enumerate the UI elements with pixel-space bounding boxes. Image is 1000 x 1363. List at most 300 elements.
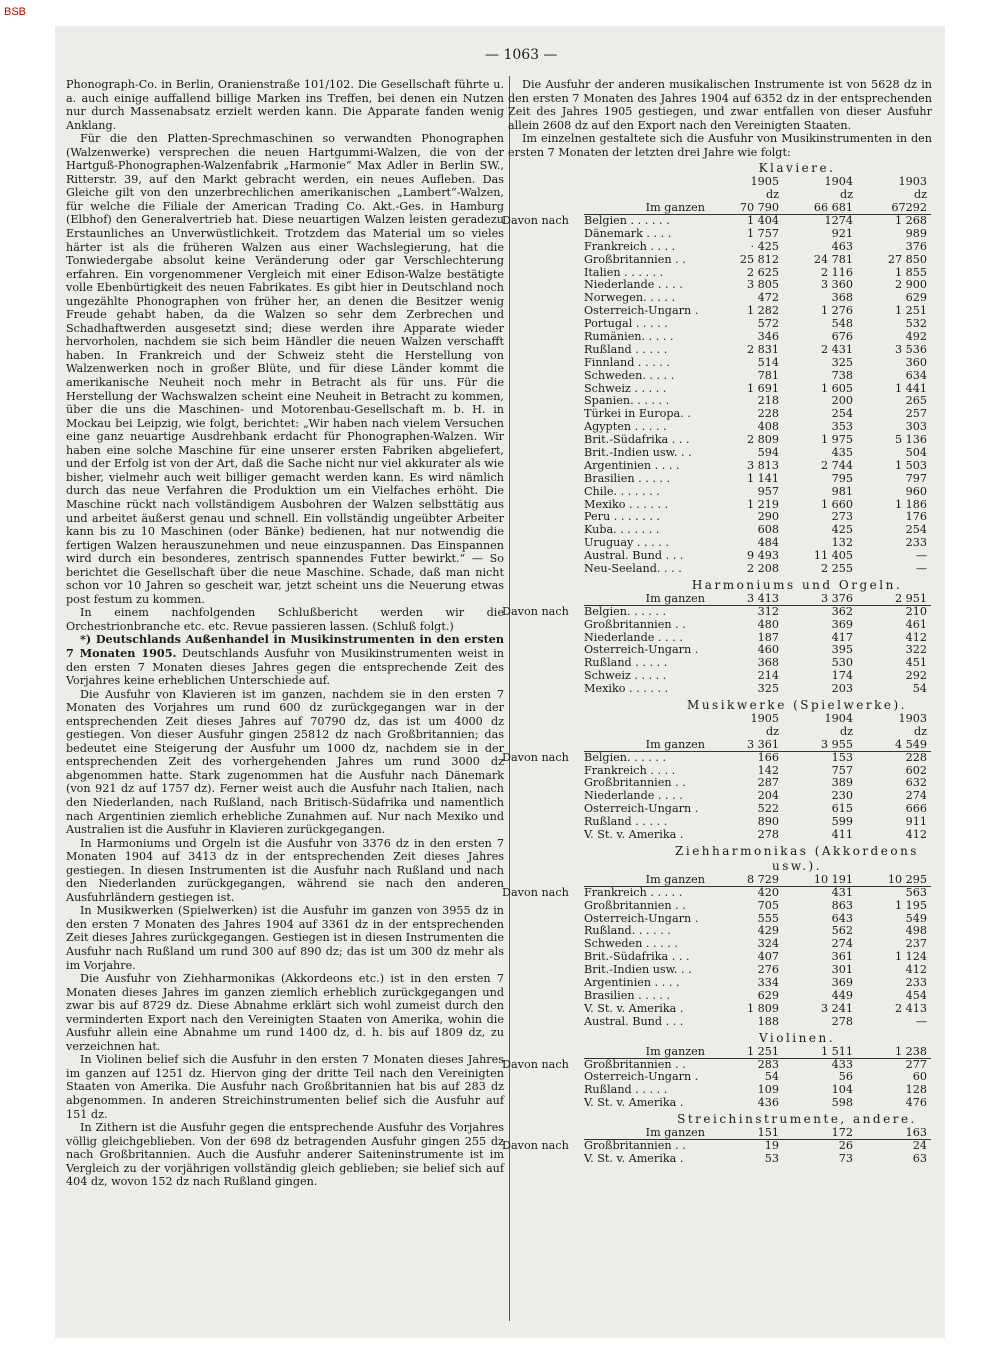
table-row: [502, 829, 932, 842]
row-prefix: [502, 499, 584, 512]
total-value: 4 549: [857, 739, 931, 752]
spacer: [584, 176, 709, 189]
unit-label: dz: [839, 724, 853, 738]
cell-value: 2 900: [894, 278, 927, 292]
table-row: [502, 765, 932, 778]
total-value: 1 511: [783, 1046, 857, 1059]
cell-value: 166: [757, 750, 779, 764]
country-name: Finnland . . . . .: [584, 356, 670, 369]
total-value: 3 413: [709, 593, 783, 606]
paragraph: In Zithern ist die Ausfuhr gegen die entsprechende Ausfuhr des Vorjahres völlig gleichgeblieben. Von der 698 dz betragenden Ausfuhr gingen 255 dz nach Großbritannien. Auch die Ausfuhr anderer Saiteninstrumente ist im Vergleich zu der vorjährigen vollständig gleich geblieben; sie belief sich auf 404 dz, wovon 152 dz nach Rußland gingen.: [66, 1121, 504, 1189]
right-intro: [508, 78, 932, 159]
row-prefix: [502, 619, 584, 632]
table-row: [502, 408, 932, 421]
table-row: [502, 803, 932, 816]
cell-value: 1 809: [746, 1001, 779, 1015]
table-row: [502, 228, 932, 241]
row-prefix: [502, 331, 584, 344]
total-value: 67292: [857, 202, 931, 215]
cell-value: 128: [905, 1083, 927, 1097]
table-row: [502, 1084, 932, 1097]
table-row: [502, 524, 932, 537]
right-column: [502, 78, 932, 1166]
cell-value: 705: [757, 898, 779, 912]
row-prefix: Davon nach: [502, 604, 569, 618]
row-prefix: [502, 1153, 584, 1166]
cell-value: 292: [905, 669, 927, 683]
cell-value: 921: [831, 226, 853, 240]
table-row: [502, 619, 932, 632]
cell-value: 276: [757, 963, 779, 977]
table-section: [502, 578, 932, 696]
unit-label: dz: [839, 188, 853, 202]
table-row: [502, 550, 932, 563]
paragraph: In Musikwerken (Spielwerken) ist die Ausfuhr im ganzen von 3955 dz in den ersten 7 Monaten des Jahres 1904 auf 3361 dz in der entsprechenden Zeit dieses Jahres zurückgegangen. Gestiegen ist in diesen Instrumenten die Ausfuhr nach Rußland um rund 300 auf 890 dz; das ist um 300 dz mehr als im Vorjahre.: [66, 904, 504, 972]
cell-value: 283: [757, 1057, 779, 1071]
cell-value: 676: [831, 329, 853, 343]
section-title: Violinen.: [758, 1030, 836, 1045]
spacer: [502, 726, 584, 739]
row-prefix: [502, 241, 584, 254]
total-value: 3 376: [783, 593, 857, 606]
cell-value: 425: [831, 523, 853, 537]
table-row: [502, 1140, 932, 1153]
country-name: Österreich-Ungarn .: [584, 1071, 699, 1084]
country-name: Austral. Bund . . .: [584, 1015, 684, 1028]
cell-value: 412: [905, 963, 927, 977]
table-row: [502, 816, 932, 829]
table-row: [502, 900, 932, 913]
country-name: Niederlande . . . .: [584, 631, 683, 644]
paragraph: Die Ausfuhr der anderen musikalischen Instrumente ist von 5628 dz in den ersten 7 Monaten des Jahres 1904 auf 6352 dz in der entsprechenden Zeit des Jahres 1905 gestiegen, und zwar entfallen von dieser Ausfuhr allein 2608 dz auf den Export nach den Vereinigten Staaten.: [508, 78, 932, 132]
row-prefix: [502, 657, 584, 670]
cell-value: 449: [831, 988, 853, 1002]
paragraph: Die Ausfuhr von Klavieren ist im ganzen, nachdem sie in den ersten 7 Monaten des Vorjahres um rund 600 dz zurückgegangen war in der entsprechenden Zeit dieses Jahres auf 70790 dz, das ist um 4000 dz gestiegen. Von dieser Ausfuhr gingen 25812 dz nach Großbritannien; das bedeutet eine Steigerung der Ausfuhr um 1000 dz, nachdem sie in der entsprechenden Zeit des vorhergehenden Jahres um rund 3000 dz abgenommen hatte. Stark zugenommen hat die Ausfuhr nach Dänemark (von 921 dz auf 1757 dz). Ferner weist auch die Ausfuhr nach Italien, nach den Niederlanden, nach Rußland, nach Britisch-Südafrika und namentlich nach Argentinien ziemlich erhebliche Zunahmen auf. Nur nach Mexiko und Australien ist die Ausfuhr in Klavieren zurückgegangen.: [66, 687, 504, 837]
cell-value: 3 813: [746, 458, 779, 472]
row-prefix: [502, 829, 584, 842]
total-label: Im ganzen: [584, 1046, 709, 1059]
paragraph: In Harmoniums und Orgeln ist die Ausfuhr von 3376 dz in den ersten 7 Monaten 1904 auf 3413 dz in der entsprechenden Zeit dieses Jahres gestiegen. In diesen Instrumenten ist die Ausfuhr nach Rußland und nach den Niederlanden zurückgegangen, während sie nach den anderen Ausfuhrländern gestiegen ist.: [66, 836, 504, 904]
row-prefix: Davon nach: [502, 885, 569, 899]
cell-value: 472: [757, 291, 779, 305]
cell-value: 312: [757, 604, 779, 618]
cell-value: 461: [905, 617, 927, 631]
country-name: Kuba. . . . . . .: [584, 524, 660, 537]
table-row: [502, 670, 932, 683]
row-prefix: [502, 964, 584, 977]
table-row: [502, 1003, 932, 1016]
total-row: [502, 593, 932, 606]
cell-value: 265: [905, 394, 927, 408]
row-prefix: [502, 486, 584, 499]
cell-value: 548: [831, 317, 853, 331]
table-row: [502, 318, 932, 331]
row-prefix: [502, 267, 584, 280]
table-row: [502, 644, 932, 657]
year-label: 1905: [750, 712, 779, 726]
country-name: Niederlande . . . .: [584, 279, 683, 292]
country-name: Mexiko . . . . . .: [584, 683, 669, 696]
cell-value: 549: [905, 911, 927, 925]
cell-value: 417: [831, 630, 853, 644]
cell-value: 109: [757, 1083, 779, 1097]
total-value: 163: [857, 1127, 931, 1140]
cell-value: 562: [831, 924, 853, 938]
cell-value: 368: [757, 656, 779, 670]
country-name: Frankreich . . . .: [584, 240, 676, 253]
row-prefix: [502, 1084, 584, 1097]
total-label: Im ganzen: [584, 593, 709, 606]
cell-value: 203: [831, 682, 853, 696]
country-name: Mexiko . . . . . .: [584, 498, 669, 511]
cell-value: 463: [831, 239, 853, 253]
cell-value: 176: [905, 510, 927, 524]
spacer: [584, 713, 709, 726]
cell-value: 2 809: [746, 433, 779, 447]
table-row: [502, 279, 932, 292]
row-prefix: [502, 938, 584, 951]
row-prefix: [502, 305, 584, 318]
country-name: Österreich-Ungarn .: [584, 305, 699, 318]
cell-value: 492: [905, 329, 927, 343]
country-name: Ägypten . . . . .: [584, 421, 667, 434]
cell-value: 233: [905, 536, 927, 550]
cell-value: 278: [831, 1014, 853, 1028]
cell-value: 273: [831, 510, 853, 524]
country-name: Österreich-Ungarn .: [584, 912, 699, 925]
cell-value: 781: [757, 368, 779, 382]
year-label: 1904: [824, 175, 853, 189]
row-prefix: [502, 344, 584, 357]
country-name: Großbritannien . .: [584, 1139, 686, 1152]
table-row: [502, 964, 932, 977]
total-value: 151: [709, 1127, 783, 1140]
cell-value: 1 195: [894, 898, 927, 912]
unit-label: dz: [913, 188, 927, 202]
cell-value: 19: [764, 1138, 779, 1152]
cell-value: 1 251: [894, 304, 927, 318]
spacer: [502, 189, 584, 202]
country-name: Großbritannien . .: [584, 253, 686, 266]
country-name: Rußland . . . . .: [584, 816, 668, 829]
cell-value: 411: [831, 828, 853, 842]
table-section: [502, 1031, 932, 1110]
cell-value: 615: [831, 802, 853, 816]
country-name: Rußland . . . . .: [584, 657, 668, 670]
cell-value: 738: [831, 368, 853, 382]
row-prefix: [502, 816, 584, 829]
cell-value: 287: [757, 776, 779, 790]
country-name: Spanien. . . . . .: [584, 395, 670, 408]
cell-value: 188: [757, 1014, 779, 1028]
cell-value: 2 208: [746, 562, 779, 575]
country-name: V. St. v. Amerika .: [584, 1097, 684, 1110]
cell-value: 54: [912, 682, 927, 696]
cell-value: 504: [905, 445, 927, 459]
unit-label: dz: [913, 724, 927, 738]
country-name: Brit.-Südafrika . . .: [584, 951, 690, 964]
country-name: Rußland . . . . .: [584, 1084, 668, 1097]
row-prefix: [502, 279, 584, 292]
country-name: Brasilien . . . . .: [584, 472, 671, 485]
cell-value: 484: [757, 536, 779, 550]
country-name: Portugal . . . . .: [584, 318, 668, 331]
total-value: 3 361: [709, 739, 783, 752]
row-prefix: [502, 421, 584, 434]
country-name: Schweden . . . . .: [584, 938, 678, 951]
cell-value: 522: [757, 802, 779, 816]
table-row: [502, 777, 932, 790]
cell-value: 233: [905, 976, 927, 990]
row-prefix: Davon nach: [502, 1138, 569, 1152]
cell-value: 433: [831, 1057, 853, 1071]
cell-value: 274: [905, 789, 927, 803]
country-name: Brit.-Indien usw. . .: [584, 446, 692, 459]
cell-value: 629: [905, 291, 927, 305]
total-value: 2 951: [857, 593, 931, 606]
row-prefix: [502, 511, 584, 524]
country-name: Peru . . . . . . .: [584, 511, 660, 524]
year-header-row: [502, 713, 932, 726]
country-name: Türkei in Europa. .: [584, 408, 691, 421]
cell-value: 1 855: [894, 265, 927, 279]
table-row: [502, 241, 932, 254]
cell-value: 643: [831, 911, 853, 925]
cell-value: 230: [831, 789, 853, 803]
paragraph: Für die den Platten-Sprechmaschinen so verwandten Phonographen (Walzenwerke) versprechen die neuen Hartgummi-Walzen, die von der Hartguß-Phonographen-Walzenfabrik „Harmonie“ Max Adler in Berlin SW., Ritterstr. 39, auf den Markt gebracht werden, ein neues Aufleben. Das Gleiche gilt von den unzerbrechlichen amerikanischen „Lambert“-Walzen, für welche die Filiale der American Trading Co. Akt.-Ges. in Hamburg (Elbhof) den Generalvertrieb hat. Diese neuartigen Walzen leisten geradezu Erstaunliches an Unverwüstlichkeit. Trotzdem das Material um so vieles härter ist als die früheren Walzen aus einer Wachslegierung, hat die Tonwiedergabe absolut keine Veränderung oder gar Verschlechterung erfahren. Ein vorgenommener Vergleich mit einer Edison-Walze bestätigte volle Ebenbürtigkeit des neuen Fabrikates. Es gibt hier in Deutschland noch ungezählte Phonographen von früher her, an denen die Besitzer wenig Freude gehabt haben, da die Walzen so sehr dem Zerbrechen und Schadhaftwerden ausgesetzt sind; diese werden ihre Apparate wieder hervorholen, nachdem sie sich beim Händler die neuen Walzen verschafft haben. In Frankreich und der Schweiz steht die Herstellung von Walzenwerken noch in großer Blüte, und für diese Länder kommt die amerikanische Neuheit noch mehr in Betracht als für uns. Für die Herstellung der Wachswalzen scheint eine Neuheit in Betracht zu kommen, über die uns die Maschinen- und Motorenbau-Gesellschaft m. b. H. in Mockau bei Leipzig, wie folgt, berichtet: „Wir haben nach vielem Versuchen eine ganz neuartige Ausdrehbank erdacht für Phonographen-Walzen. Wir haben eine solche Maschine für eine unserer ersten Fabriken abgeliefert, und der Erfolg ist von der Art, daß die Sache nicht nur viel akkurater als wie bisher, vielmehr auch weit billiger gemacht werden kann. Es wird nämlich durch das neue Verfahren die Produktion um ein Vielfaches erhöht. Die Maschine rückt nach vollständigem Ausbohren der Walzen selbsttätig aus und arbeitet äußerst genau und schnell. Ein vollständig ungeübter Arbeiter kann bis zu 10 Maschinen (oder Bänke) bedienen, hat nur notwendig die fertigen Walzen herauszunehmen und neue einzuspannen. Das Einspannen wird durch ein besonderes, zentrisch spannendes Futter bewirkt.“ — So berichtet die Gesellschaft über die neue Maschine. Schade, daß man nicht schon vor 10 Jahren so gescheit war, jetzt scheint uns die Neuerung etwas post festum zu kommen.: [66, 132, 504, 606]
cell-value: 634: [905, 368, 927, 382]
cell-value: 325: [757, 682, 779, 696]
cell-value: 174: [831, 669, 853, 683]
cell-value: 412: [905, 630, 927, 644]
table-row: [502, 460, 932, 473]
table-row: [502, 887, 932, 900]
cell-value: 420: [757, 885, 779, 899]
table-row: [502, 563, 932, 576]
country-name: Österreich-Ungarn .: [584, 803, 699, 816]
table-row: [502, 447, 932, 460]
table-row: [502, 357, 932, 370]
cell-value: 602: [905, 763, 927, 777]
cell-value: 274: [831, 937, 853, 951]
total-label: Im ganzen: [584, 739, 709, 752]
cell-value: 334: [757, 976, 779, 990]
row-prefix: [502, 900, 584, 913]
cell-value: 204: [757, 789, 779, 803]
table-row: [502, 499, 932, 512]
cell-value: 1 660: [820, 497, 853, 511]
spacer: [502, 593, 584, 606]
table-section: [502, 844, 932, 1029]
year-label: 1903: [898, 175, 927, 189]
country-name: Rußland. . . . . .: [584, 925, 671, 938]
country-name: V. St. v. Amerika .: [584, 829, 684, 842]
cell-value: 1274: [824, 213, 853, 227]
total-value: 10 191: [783, 874, 857, 887]
table-row: [502, 305, 932, 318]
cell-value: 277: [905, 1057, 927, 1071]
cell-value: 608: [757, 523, 779, 537]
section-title: Harmoniums und Orgeln.: [691, 577, 903, 592]
table-row: [502, 395, 932, 408]
table-row: [502, 657, 932, 670]
cell-value: 1 268: [894, 213, 927, 227]
row-prefix: [502, 632, 584, 645]
cell-value: 132: [831, 536, 853, 550]
cell-value: 228: [905, 750, 927, 764]
total-value: 1 238: [857, 1046, 931, 1059]
cell-value: 369: [831, 617, 853, 631]
table-row: [502, 977, 932, 990]
cell-value: 2 625: [746, 265, 779, 279]
paragraph: In einem nachfolgenden Schlußbericht werden wir die Orchestrionbranche etc. etc. Revue passieren lassen. (Schluß folgt.): [66, 606, 504, 633]
cell-value: 435: [831, 445, 853, 459]
country-name: Frankreich . . . . .: [584, 886, 683, 899]
row-prefix: [502, 434, 584, 447]
country-name: Chile. . . . . . .: [584, 485, 660, 498]
country-name: Schweiz . . . . .: [584, 670, 667, 683]
cell-value: 532: [905, 317, 927, 331]
total-value: 3 955: [783, 739, 857, 752]
table-row: [502, 938, 932, 951]
total-label: Im ganzen: [584, 1127, 709, 1140]
table-row: [502, 951, 932, 964]
country-name: Uruguay . . . . .: [584, 537, 669, 550]
library-watermark: BSB: [4, 6, 27, 18]
row-prefix: [502, 357, 584, 370]
cell-value: 498: [905, 924, 927, 938]
cell-value: 1 503: [894, 458, 927, 472]
cell-value: 407: [757, 950, 779, 964]
cell-value: 3 241: [820, 1001, 853, 1015]
cell-value: 353: [831, 420, 853, 434]
row-prefix: [502, 925, 584, 938]
row-prefix: [502, 318, 584, 331]
total-value: 1 251: [709, 1046, 783, 1059]
cell-value: 429: [757, 924, 779, 938]
cell-value: 60: [912, 1070, 927, 1084]
page-number: — 1063 —: [485, 47, 558, 63]
cell-value: 5 136: [894, 433, 927, 447]
cell-value: 2 255: [820, 562, 853, 575]
cell-value: 572: [757, 317, 779, 331]
table-row: [502, 344, 932, 357]
row-prefix: [502, 383, 584, 396]
cell-value: 325: [831, 355, 853, 369]
spacer: [502, 1046, 584, 1059]
row-prefix: [502, 524, 584, 537]
cell-value: 757: [831, 763, 853, 777]
cell-value: 2 413: [894, 1001, 927, 1015]
country-name: V. St. v. Amerika .: [584, 1002, 684, 1015]
row-prefix: [502, 447, 584, 460]
cell-value: 599: [831, 815, 853, 829]
year-label: 1903: [898, 712, 927, 726]
cell-value: 73: [838, 1151, 853, 1165]
cell-value: 890: [757, 815, 779, 829]
table-row: [502, 511, 932, 524]
table-row: [502, 434, 932, 447]
row-prefix: [502, 777, 584, 790]
cell-value: 911: [905, 815, 927, 829]
cell-value: 153: [831, 750, 853, 764]
cell-value: 210: [905, 604, 927, 618]
cell-value: 1 441: [894, 381, 927, 395]
row-prefix: [502, 1003, 584, 1016]
cell-value: 24 781: [813, 252, 853, 266]
table-row: [502, 632, 932, 645]
cell-value: 290: [757, 510, 779, 524]
country-name: Schweiz . . . . .: [584, 382, 667, 395]
cell-value: 1 757: [746, 226, 779, 240]
row-prefix: [502, 1016, 584, 1029]
country-name: Schweden. . . . .: [584, 369, 675, 382]
table-row: [502, 537, 932, 550]
table-row: [502, 473, 932, 486]
country-name: Belgien. . . . . .: [584, 605, 667, 618]
total-value: 172: [783, 1127, 857, 1140]
section-title: Musikwerke (Spielwerke).: [687, 698, 907, 713]
table-row: [502, 752, 932, 765]
row-prefix: [502, 803, 584, 816]
table-row: [502, 254, 932, 267]
year-header-row: [502, 176, 932, 189]
cell-value: 2 431: [820, 342, 853, 356]
cell-value: 3 805: [746, 278, 779, 292]
total-label: Im ganzen: [584, 874, 709, 887]
row-prefix: [502, 644, 584, 657]
table-row: [502, 683, 932, 696]
spacer: [502, 176, 584, 189]
cell-value: 214: [757, 669, 779, 683]
country-name: Dänemark . . . .: [584, 227, 672, 240]
country-name: Großbritannien . .: [584, 618, 686, 631]
row-prefix: [502, 370, 584, 383]
cell-value: 24: [912, 1138, 927, 1152]
cell-value: 360: [905, 355, 927, 369]
table-row: [502, 1059, 932, 1072]
cell-value: 54: [764, 1070, 779, 1084]
unit-label: dz: [765, 188, 779, 202]
row-prefix: [502, 913, 584, 926]
country-name: Neu-Seeland. . . .: [584, 563, 682, 575]
unit-label: dz: [765, 724, 779, 738]
cell-value: 11 405: [813, 549, 853, 563]
cell-value: 389: [831, 776, 853, 790]
cell-value: 254: [831, 407, 853, 421]
cell-value: 2 116: [820, 265, 853, 279]
year-label: 1905: [750, 175, 779, 189]
table-row: [502, 383, 932, 396]
cell-value: 989: [905, 226, 927, 240]
country-name: Niederlande . . . .: [584, 790, 683, 803]
total-value: 70 790: [709, 202, 783, 215]
row-prefix: [502, 395, 584, 408]
cell-value: 237: [905, 937, 927, 951]
cell-value: 594: [757, 445, 779, 459]
cell-value: 1 141: [746, 471, 779, 485]
cell-value: 1 691: [746, 381, 779, 395]
country-name: Norwegen. . . . .: [584, 292, 676, 305]
cell-value: 408: [757, 420, 779, 434]
country-name: Italien . . . . . .: [584, 266, 664, 279]
cell-value: 254: [905, 523, 927, 537]
table-section: [502, 161, 932, 576]
country-name: Brit.-Indien usw. . .: [584, 964, 692, 977]
cell-value: 25 812: [739, 252, 779, 266]
section-title: Streichinstrumente, andere.: [677, 1112, 917, 1127]
cell-value: 431: [831, 885, 853, 899]
